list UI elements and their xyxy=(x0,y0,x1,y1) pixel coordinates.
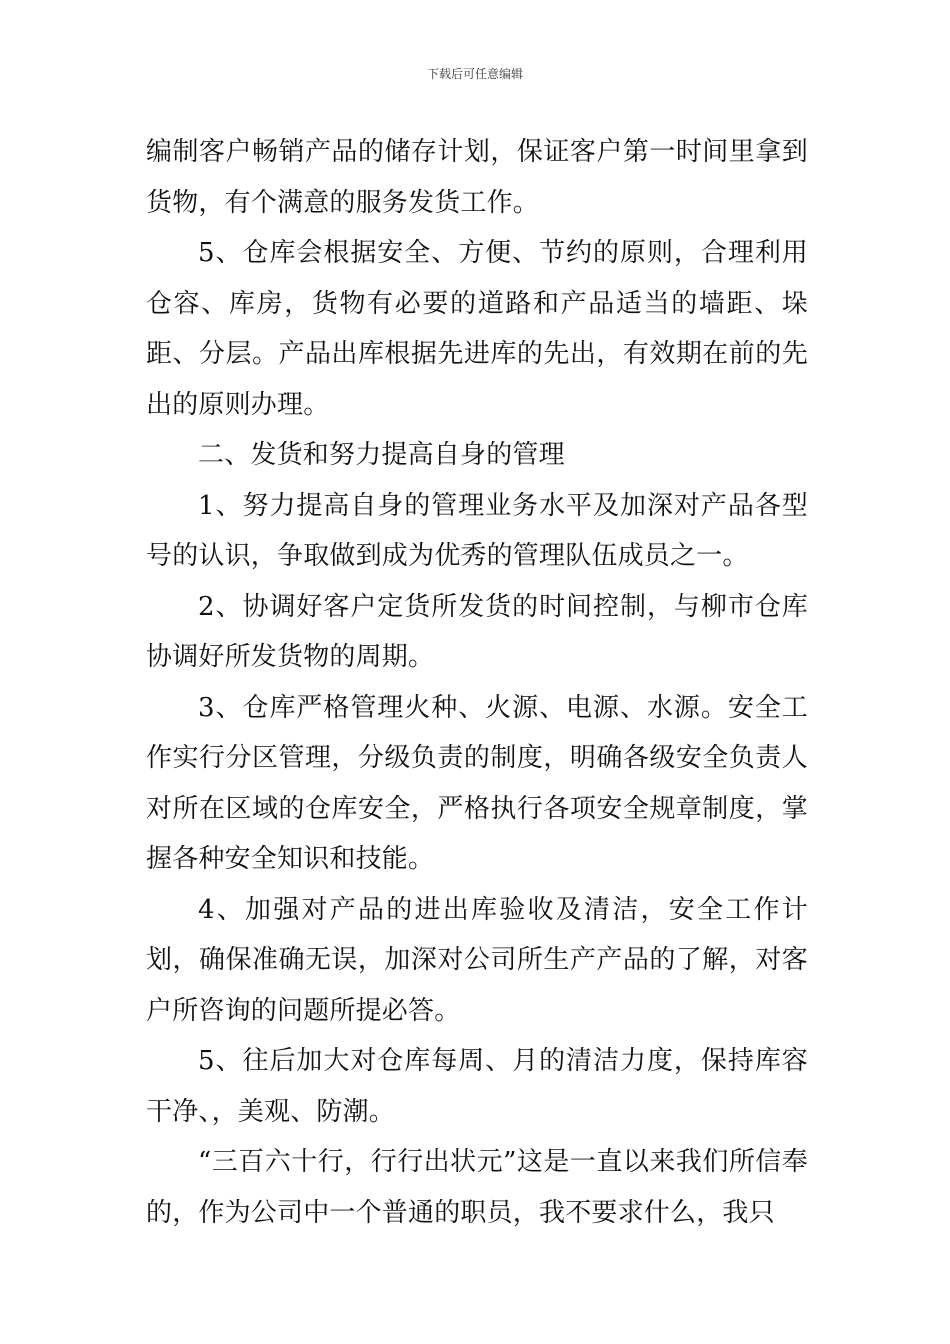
paragraph: 1、努力提高自身的管理业务水平及加深对产品各型号的认识，争取做到成为优秀的管理队伍成员之一。 xyxy=(146,490,808,571)
paragraph: 编制客户畅销产品的储存计划，保证客户第一时间里拿到货物，有个满意的服务发货工作。 xyxy=(146,137,808,218)
section-heading: 二、发货和努力提高自身的管理 xyxy=(198,440,565,470)
paragraph: 5、仓库会根据安全、方便、节约的原则，合理利用仓容、库房，货物有必要的道路和产品适当的墙距、垛距、分层。产品出库根据先进库的先出，有效期在前的先出的原则办理。 xyxy=(146,238,808,420)
paragraph: 5、往后加大对仓库每周、月的清洁力度，保持库容干净、，美观、防潮。 xyxy=(146,1046,808,1127)
document-body xyxy=(146,127,808,1238)
paragraph: 2、协调好客户定货所发货的时间控制，与柳市仓库协调好所发货物的周期。 xyxy=(146,591,808,672)
paragraph: 3、仓库严格管理火种、火源、电源、水源。安全工作实行分区管理，分级负责的制度，明确各级安全负责人对所在区域的仓库安全，严格执行各项安全规章制度，掌握各种安全知识和技能。 xyxy=(146,692,808,874)
page-header: 下载后可任意编辑 xyxy=(426,67,523,81)
paragraph: 4、加强对产品的进出库验收及清洁，安全工作计划，确保准确无误，加深对公司所生产产品的了解，对客户所咨询的问题所提必答。 xyxy=(146,894,808,1026)
paragraph: “三百六十行，行行出状元”这是一直以来我们所信奉的，作为公司中一个普通的职员，我不要求什么，我只 xyxy=(146,1147,808,1228)
